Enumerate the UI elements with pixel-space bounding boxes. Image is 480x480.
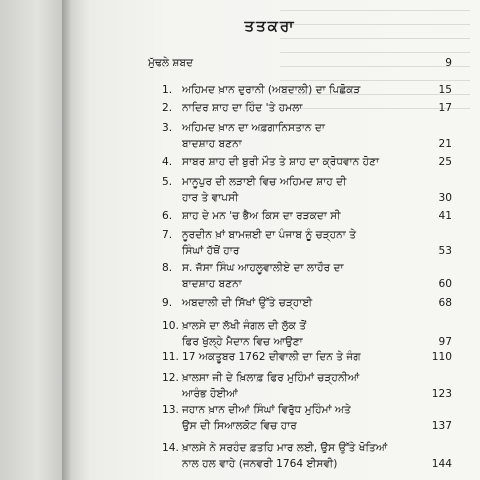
entry-page-number: 123 <box>431 388 452 400</box>
entry-page-number: 137 <box>431 420 452 432</box>
entry-page-number: 21 <box>438 138 452 150</box>
entry-title-line-1: ਖ਼ਾਲਸਾ ਜੀ ਦੇ ਖ਼ਿਲਾਫ਼ ਫਿਰ ਮੁਹਿੰਮਾਂ ਚੜ੍ਹਨੀਆਂ <box>182 372 360 384</box>
entry-page-number: 53 <box>438 245 452 257</box>
contents-page <box>90 0 480 480</box>
entry-title: 17 ਅਕਤੂਬਰ 1762 ਦੀਵਾਲੀ ਦਾ ਦਿਨ ਤੇ ਜੰਗ <box>182 351 361 363</box>
entry-title-line-1: ਸ. ਜੱਸਾ ਸਿੰਘ ਆਹਲੂਵਾਲੀਏ ਦਾ ਲਾਹੌਰ ਦਾ <box>182 262 344 274</box>
previous-page-edge <box>0 0 62 480</box>
entry-number: 6. <box>162 210 173 222</box>
entry-title-line-1: ਖ਼ਾਲਸੇ ਨੇ ਸਰਹੰਦ ਫ਼ਤਹਿ ਮਾਰ ਲਈ, ਉਸ ਉੱਤੇ ਖੋਤਿਆਂ <box>182 442 388 454</box>
entry-title-line-2: ਬਾਦਸ਼ਾਹ ਬਣਨਾ <box>182 278 242 290</box>
entry-title: ਸਾਬਰ ਸ਼ਾਹ ਦੀ ਬੁਰੀ ਮੌਤ ਤੇ ਸ਼ਾਹ ਦਾ ਕ੍ਰੋਧਵਾਨ ਹੋਣਾ <box>182 156 380 168</box>
entry-number: 3. <box>162 122 173 134</box>
book-spine <box>62 0 90 480</box>
entry-title: ਅਬਦਾਲੀ ਦੀ ਸਿੱਖਾਂ ਉੱਤੇ ਚੜ੍ਹਾਈ <box>182 297 313 309</box>
entry-title: ਨਾਦਿਰ ਸ਼ਾਹ ਦਾ ਹਿੰਦ 'ਤੇ ਹਮਲਾ <box>182 102 303 114</box>
entry-number: 1. <box>162 84 173 96</box>
entry-number: 14. <box>162 442 179 454</box>
entry-title: ਅਹਿਮਦ ਖ਼ਾਨ ਦੁਰਾਨੀ (ਅਬਦਾਲੀ) ਦਾ ਪਿਛੋਕੜ <box>182 84 361 96</box>
entry-number: 5. <box>162 176 173 188</box>
entry-title-line-2: ਬਾਦਸ਼ਾਹ ਬਣਨਾ <box>182 138 242 150</box>
entry-number: 9. <box>162 297 173 309</box>
entry-page-number: 30 <box>438 192 452 204</box>
entry-number: 4. <box>162 156 173 168</box>
entry-title-line-1: ਮਾਨੂਪੁਰ ਦੀ ਲੜਾਈ ਵਿਚ ਅਹਿਮਦ ਸ਼ਾਹ ਦੀ <box>182 176 347 188</box>
prelim-page-number: 9 <box>445 57 452 69</box>
entry-number: 7. <box>162 229 173 241</box>
entry-title-line-1: ਖ਼ਾਲਸੇ ਦਾ ਲੱਖੀ ਜੰਗਲ ਦੀ ਲੁੱਕ ਤੋਂ <box>182 320 307 332</box>
entry-number: 11. <box>162 351 179 363</box>
entry-page-number: 110 <box>431 351 452 363</box>
entry-page-number: 41 <box>438 210 452 222</box>
entry-title-line-2: ਫਿਰ ਖੁੱਲ੍ਹੇ ਮੈਦਾਨ ਵਿਚ ਆਉਣਾ <box>182 336 303 348</box>
page-title: ਤਤਕਰਾ <box>244 17 296 35</box>
entry-page-number: 60 <box>438 278 452 290</box>
entry-page-number: 15 <box>438 84 452 96</box>
entry-number: 13. <box>162 404 179 416</box>
entry-title-line-1: ਨੂਰਦੀਨ ਖ਼ਾਂ ਬਾਮਜ਼ਈ ਦਾ ਪੰਜਾਬ ਨੂੰ ਚੜ੍ਹਨਾ ਤੇ <box>182 229 356 241</box>
entry-page-number: 97 <box>438 336 452 348</box>
entry-title-line-2: ਉਸ ਦੀ ਸਿਆਲਕੋਟ ਵਿਚ ਹਾਰ <box>182 420 297 432</box>
entry-title-line-2: ਸਿੰਘਾਂ ਹੱਥੋਂ ਹਾਰ <box>182 245 240 257</box>
entry-title-line-2: ਹਾਰ ਤੇ ਵਾਪਸੀ <box>182 192 239 204</box>
entry-page-number: 68 <box>438 297 452 309</box>
entry-page-number: 17 <box>438 102 452 114</box>
entry-title: ਸ਼ਾਹ ਦੇ ਮਨ 'ਚ ਭੈਅ ਕਿਸ ਦਾ ਰੜਕਦਾ ਸੀ <box>182 210 341 222</box>
entry-number: 12. <box>162 372 179 384</box>
entry-title-line-1: ਅਹਿਮਦ ਖ਼ਾਨ ਦਾ ਅਫ਼ਗਾਨਿਸਤਾਨ ਦਾ <box>182 122 325 134</box>
prelim-entry <box>148 57 452 70</box>
entry-title-line-2: ਨਾਲ ਹਲ ਵਾਹੇ (ਜਨਵਰੀ 1764 ਈਸਵੀ) <box>182 458 338 470</box>
entry-title-line-2: ਆਰੰਭ ਹੋਈਆਂ <box>182 388 238 400</box>
entry-number: 8. <box>162 262 173 274</box>
entry-title-line-1: ਜਹਾਨ ਖ਼ਾਨ ਦੀਆਂ ਸਿੰਘਾਂ ਵਿਰੁੱਧ ਮੁਹਿੰਮਾਂ ਅਤੇ <box>182 404 351 416</box>
entry-number: 2. <box>162 102 173 114</box>
prelim-text: ਮੁੱਢਲੇ ਸ਼ਬਦ <box>148 57 194 69</box>
entry-number: 10. <box>162 320 179 332</box>
entry-page-number: 144 <box>431 458 452 470</box>
entry-page-number: 25 <box>438 156 452 168</box>
